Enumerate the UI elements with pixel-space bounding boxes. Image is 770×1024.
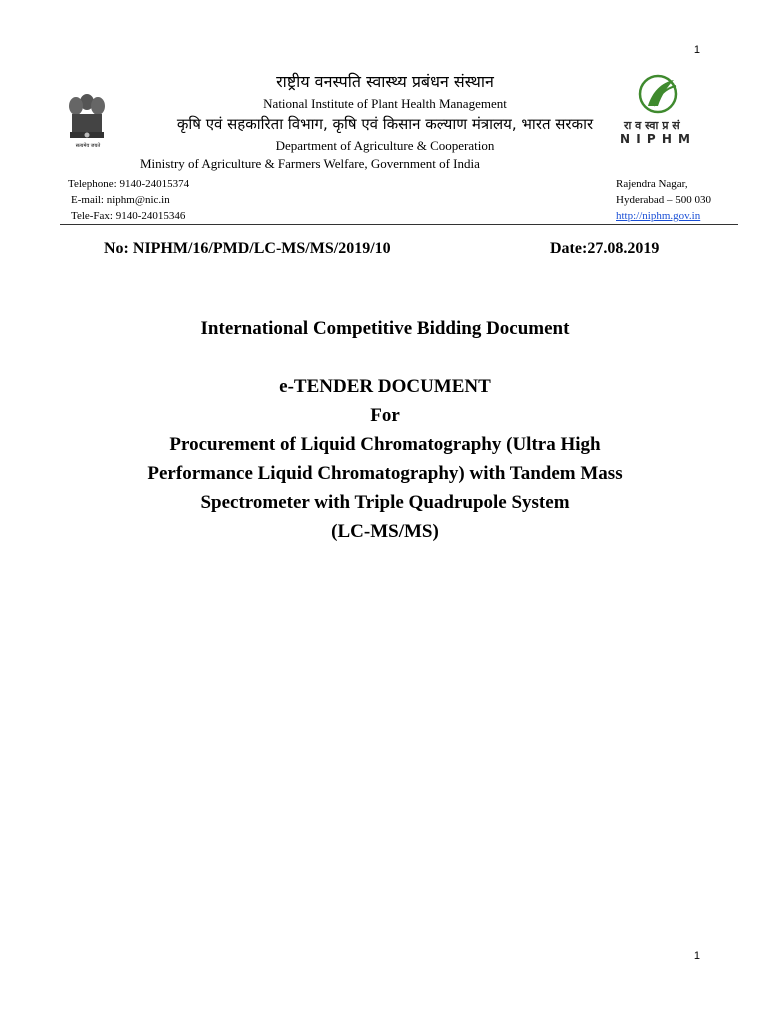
website-link[interactable]: http://niphm.gov.in bbox=[616, 210, 701, 222]
page-number-bottom: 1 bbox=[693, 950, 700, 962]
page-number-top: 1 bbox=[693, 44, 700, 56]
header-divider bbox=[60, 224, 738, 225]
emblem-caption: सत्यमेव जयते bbox=[75, 143, 101, 149]
telefax: Tele-Fax: 9140-24015346 bbox=[71, 210, 186, 222]
email: E-mail: niphm@nic.in bbox=[71, 194, 170, 206]
procurement-line-4: (LC-MS/MS) bbox=[331, 521, 439, 542]
address-line-2: Hyderabad – 500 030 bbox=[616, 194, 712, 206]
telephone: Telephone: 9140-24015374 bbox=[68, 178, 190, 190]
reference-number: No: NIPHM/16/PMD/LC-MS/MS/2019/10 bbox=[104, 240, 391, 257]
procurement-line-2: Performance Liquid Chromatography) with Tandem Mass bbox=[147, 463, 623, 484]
procurement-line-1: Procurement of Liquid Chromatography (Ultra High bbox=[169, 434, 601, 455]
ministry-name-english: Ministry of Agriculture & Farmers Welfare, Government of India bbox=[140, 156, 480, 171]
for-label: For bbox=[370, 405, 400, 426]
institute-name-hindi: राष्ट्रीय वनस्पति स्वास्थ्य प्रबंधन संस्थान bbox=[276, 72, 494, 91]
contact-right bbox=[616, 176, 711, 224]
department-name-hindi: कृषि एवं सहकारिता विभाग, कृषि एवं किसान कल्याण मंत्रालय, भारत सरकार bbox=[176, 115, 594, 133]
document-title-block bbox=[0, 314, 770, 546]
procurement-line-3: Spectrometer with Triple Quadrupole System bbox=[200, 492, 570, 513]
contact-left bbox=[68, 176, 189, 224]
address-line-1: Rajendra Nagar, bbox=[616, 178, 688, 190]
institute-name-english: National Institute of Plant Health Management bbox=[263, 96, 507, 111]
logo-abbr-text: N I P H M bbox=[620, 132, 691, 146]
reference-date: Date:27.08.2019 bbox=[550, 240, 660, 257]
etender-title: e-TENDER DOCUMENT bbox=[279, 376, 491, 397]
logo-hindi-text: रा व स्वा प्र सं bbox=[624, 119, 680, 132]
bidding-document-title: International Competitive Bidding Document bbox=[200, 318, 570, 339]
department-name-english: Department of Agriculture & Cooperation bbox=[275, 138, 495, 153]
